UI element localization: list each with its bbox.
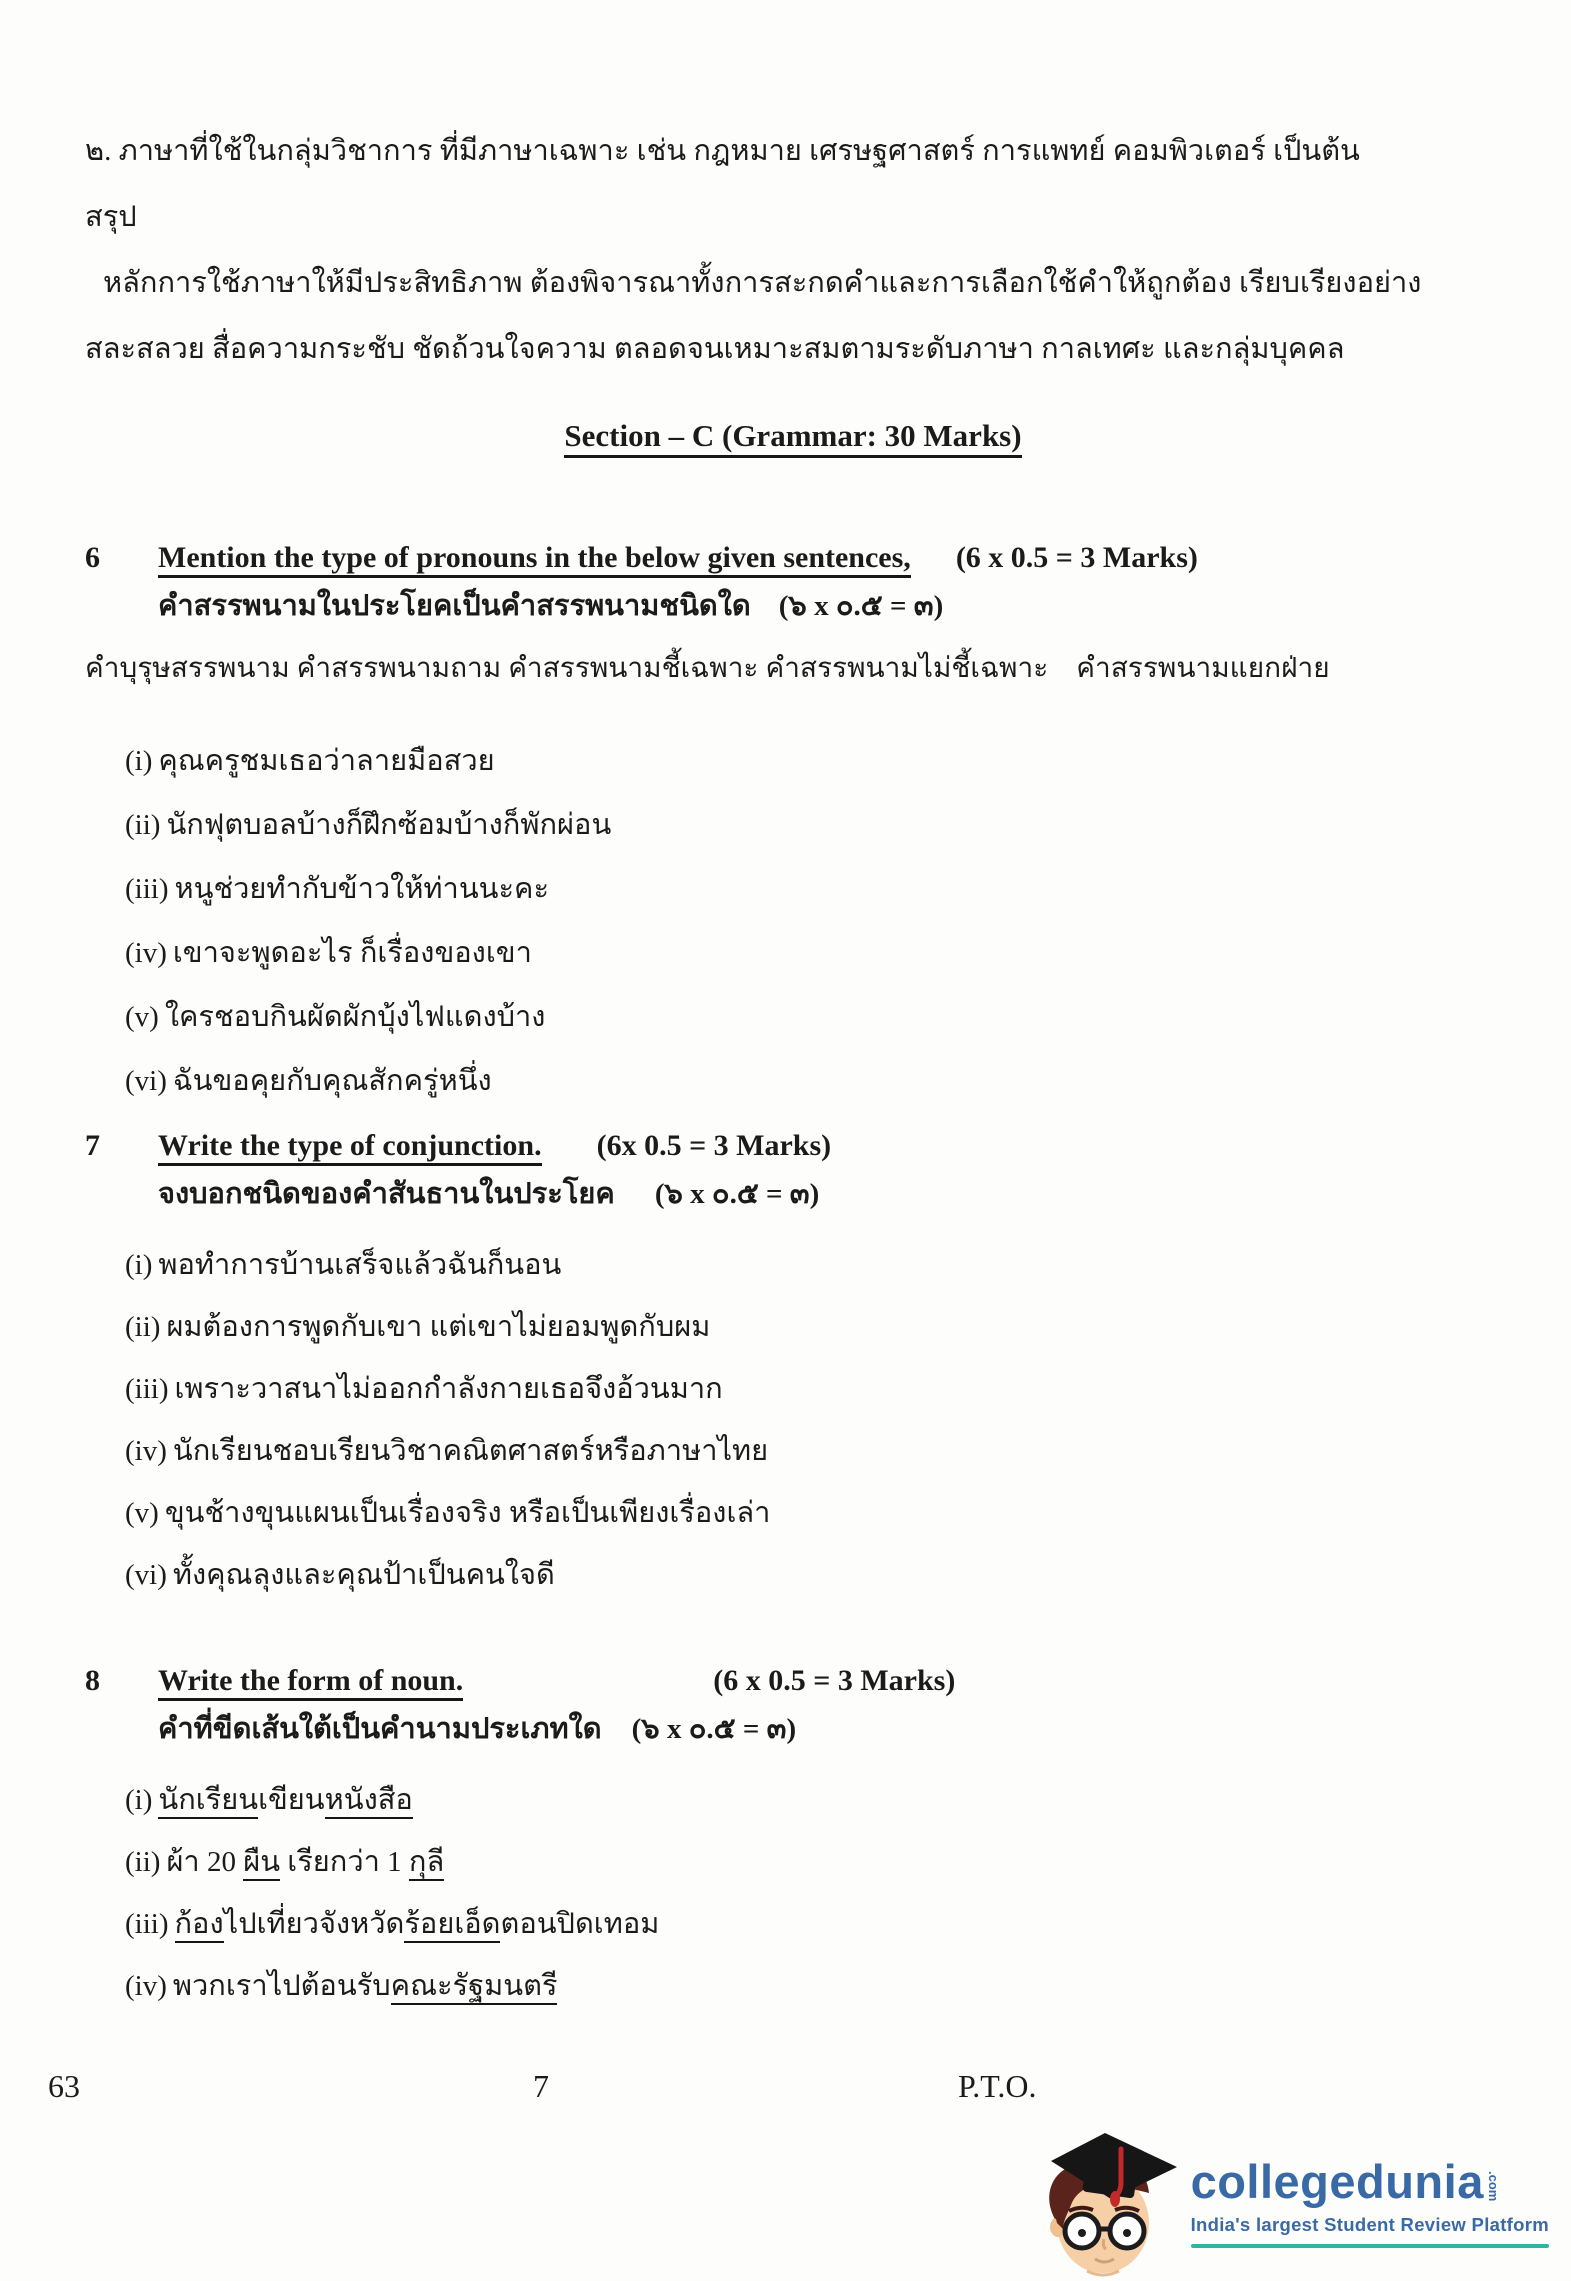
- section-heading: [85, 416, 1501, 456]
- question-item: [125, 1482, 1501, 1544]
- question-item: [125, 793, 1501, 857]
- item-text: ผ้า 20: [166, 1846, 244, 1878]
- question-item: [125, 985, 1501, 1049]
- item-label: (i): [125, 745, 153, 777]
- item-text: พอทำการบ้านเสร็จแล้วฉันก็นอน: [158, 1249, 562, 1281]
- question-7-heading: [85, 1124, 1501, 1168]
- question-8-heading: [85, 1659, 1501, 1703]
- pronoun-types-note: คำบุรุษสรรพนาม คำสรรพนามถาม คำสรรพนามชี้เฉพาะ คำสรรพนามไม่ชี้เฉพาะ คำสรรพนามแยกฝ่าย: [85, 653, 1330, 684]
- question-title-thai: จงบอกชนิดของคำสันธานในประโยค: [158, 1178, 615, 1210]
- question-item: [125, 729, 1501, 793]
- section-heading-text: Section – C (Grammar: 30 Marks): [564, 418, 1021, 458]
- underlined-word: กุลี: [409, 1846, 444, 1881]
- question-item: [125, 1049, 1501, 1113]
- question-item: [125, 1544, 1501, 1606]
- item-text: นักเรียนชอบเรียนวิชาคณิตศาสตร์หรือภาษาไทย: [172, 1435, 769, 1467]
- item-text: ฉันขอคุยกับคุณสักครู่หนึ่ง: [172, 1065, 492, 1097]
- question-item: [125, 1831, 1501, 1893]
- question-8-items-list: [85, 1769, 1501, 2017]
- footer-pto-label: P.T.O.: [958, 2068, 1037, 2104]
- underlined-word: นักเรียน: [158, 1784, 258, 1819]
- question-number: 6: [85, 541, 100, 574]
- intro-line-3: หลักการใช้ภาษาให้มีประสิทธิภาพ ต้องพิจารณาทั้งการสะกดคำและการเลือกใช้คำให้ถูกต้อง เรียบเรียงอย่าง: [103, 267, 1422, 299]
- item-text: เรียกว่า 1: [280, 1846, 409, 1878]
- question-number: 7: [85, 1129, 100, 1162]
- question-item: [125, 1358, 1501, 1420]
- question-6-heading: [85, 536, 1501, 580]
- item-text: เพราะวาสนาไม่ออกกำลังกายเธอจึงอ้วนมาก: [174, 1373, 723, 1405]
- question-number: 8: [85, 1664, 100, 1697]
- item-text: ผมต้องการพูดกับเขา แต่เขาไม่ยอมพูดกับผม: [166, 1311, 711, 1343]
- item-text: เขาจะพูดอะไร ก็เรื่องของเขา: [172, 937, 532, 969]
- question-6-items-list: [85, 729, 1501, 1113]
- question-8-thai-heading: [85, 1707, 1501, 1751]
- question-title-english: Write the form of noun.: [158, 1664, 463, 1701]
- brand-name: collegedunia: [1190, 2155, 1484, 2208]
- brand-tld: .com: [1485, 2170, 1501, 2201]
- brand-tagline: India's largest Student Review Platform: [1190, 2214, 1549, 2235]
- teal-accent-bar: [1191, 2244, 1549, 2248]
- intro-line-4: สละสลวย สื่อความกระชับ ชัดถ้วนใจความ ตลอดจนเหมาะสมตามระดับภาษา กาลเทศะ และกลุ่มบุคคล: [85, 333, 1345, 365]
- item-text: ขุนช้างขุนแผนเป็นเรื่องจริง หรือเป็นเพียงเรื่องเล่า: [164, 1497, 771, 1529]
- question-7: [85, 1124, 1501, 1606]
- item-label: (iii): [125, 873, 169, 905]
- item-label: (i): [125, 1784, 153, 1816]
- question-marks: (6x 0.5 = 3 Marks): [596, 1129, 832, 1162]
- item-text: ทั้งคุณลุงและคุณป้าเป็นคนใจดี: [172, 1559, 555, 1591]
- question-item: [125, 1234, 1501, 1296]
- underlined-word: คณะรัฐมนตรี: [391, 1970, 558, 2005]
- question-title-thai: คำที่ขีดเส้นใต้เป็นคำนามประเภทใด: [158, 1713, 602, 1745]
- underlined-word: ร้อยเอ็ด: [404, 1908, 500, 1943]
- item-text: ตอนปิดเทอม: [500, 1908, 660, 1940]
- question-title-thai: คำสรรพนามในประโยคเป็นคำสรรพนามชนิดใด: [158, 590, 751, 622]
- question-marks: (6 x 0.5 = 3 Marks): [713, 1664, 956, 1697]
- question-item: [125, 1296, 1501, 1358]
- item-label: (ii): [125, 1311, 161, 1343]
- question-item: [125, 1955, 1501, 2017]
- item-text: พวกเราไปต้อนรับ: [172, 1970, 391, 2002]
- question-marks-thai: (๖ x ๐.๕ = ๓): [631, 1713, 797, 1745]
- item-label: (iii): [125, 1908, 169, 1940]
- item-label: (ii): [125, 1846, 161, 1878]
- item-label: (iv): [125, 1435, 167, 1467]
- question-7-thai-heading: [85, 1172, 1501, 1216]
- intro-line-2: สรุป: [85, 201, 137, 233]
- item-text: นักฟุตบอลบ้างก็ฝึกซ้อมบ้างก็พักผ่อน: [166, 809, 612, 841]
- item-label: (iv): [125, 937, 167, 969]
- item-label: (i): [125, 1249, 153, 1281]
- question-item: [125, 921, 1501, 985]
- item-text: หนูช่วยทำกับข้าวให้ท่านนะคะ: [174, 873, 550, 905]
- item-label: (iii): [125, 1373, 169, 1405]
- item-label: (ii): [125, 809, 161, 841]
- question-7-items-list: [85, 1234, 1501, 1606]
- item-label: (iv): [125, 1970, 167, 2002]
- question-item: [125, 857, 1501, 921]
- item-label: (vi): [125, 1559, 167, 1591]
- item-text: เขียน: [258, 1784, 325, 1816]
- underlined-word: ผืน: [243, 1846, 280, 1881]
- item-label: (v): [125, 1497, 159, 1529]
- question-8: [85, 1659, 1501, 2017]
- footer-page-number: 7: [533, 2068, 549, 2104]
- underlined-word: หนังสือ: [325, 1784, 413, 1819]
- graduate-boy-mascot-icon: [1025, 2127, 1185, 2279]
- question-item: [125, 1769, 1501, 1831]
- item-text: ใครชอบกินผัดผักบุ้งไฟแดงบ้าง: [164, 1001, 546, 1033]
- question-6: [85, 536, 1501, 1113]
- question-title-english: Mention the type of pronouns in the below given sentences,: [158, 541, 911, 578]
- question-item: [125, 1893, 1501, 1955]
- question-title-english: Write the type of conjunction.: [158, 1129, 542, 1166]
- intro-paragraph: [85, 118, 1501, 382]
- question-6-thai-heading: [85, 584, 1501, 628]
- item-text: ไปเที่ยวจังหวัด: [223, 1908, 405, 1940]
- item-label: (v): [125, 1001, 159, 1033]
- underlined-word: ก้อง: [175, 1908, 224, 1943]
- intro-line-1: ๒. ภาษาที่ใช้ในกลุ่มวิชาการ ที่มีภาษาเฉพาะ เช่น กฎหมาย เศรษฐศาสตร์ การแพทย์ คอมพิวเตอร์ เป็นต้น: [85, 135, 1360, 167]
- question-marks-thai: (๖ x ๐.๕ = ๓): [778, 590, 944, 622]
- question-marks-thai: (๖ x ๐.๕ = ๓): [654, 1178, 820, 1210]
- footer-paper-code: 63: [48, 2068, 80, 2104]
- question-marks: (6 x 0.5 = 3 Marks): [955, 541, 1198, 574]
- item-text: คุณครูชมเธอว่าลายมือสวย: [158, 745, 495, 777]
- question-item: [125, 1420, 1501, 1482]
- item-label: (vi): [125, 1065, 167, 1097]
- collegedunia-logo: [1025, 2127, 1549, 2279]
